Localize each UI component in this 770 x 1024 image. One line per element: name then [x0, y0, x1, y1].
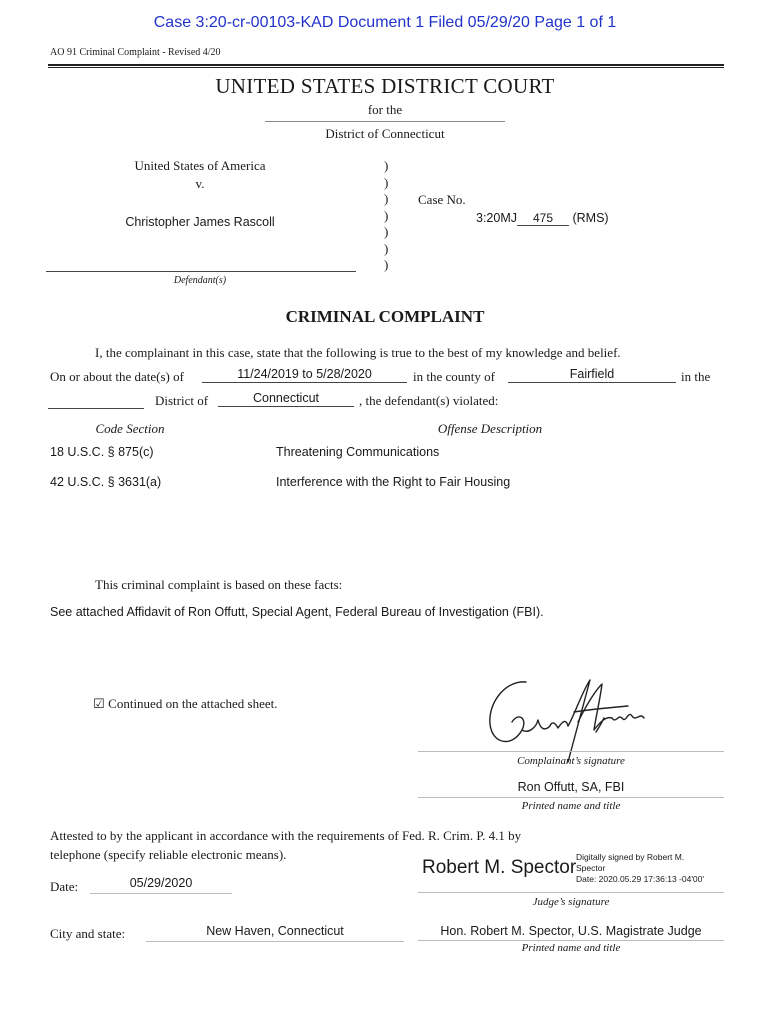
on-or-about-label: On or about the date(s) of	[50, 369, 184, 384]
versus-label: v.	[195, 176, 205, 191]
city-state-label: City and state:	[50, 926, 126, 941]
defendant-label: Defendant(s)	[173, 275, 227, 286]
for-the-rule	[265, 121, 505, 122]
offense-description: Interference with the Right to Fair Housing	[276, 475, 511, 489]
complainant-printed-label: Printed name and title	[521, 800, 621, 812]
city-state-field: New Haven, Connecticut	[146, 924, 404, 942]
judge-name-rule	[418, 940, 724, 941]
defendant-rule	[46, 271, 356, 272]
paren: )	[384, 240, 389, 256]
header-rule-top	[48, 64, 724, 66]
judge-printed-name: Hon. Robert M. Spector, U.S. Magistrate Judge	[440, 924, 702, 938]
judge-signature-label: Judge’s signature	[532, 896, 610, 908]
case-prefix: 3:20MJ	[476, 211, 517, 225]
complainant-signature-icon	[478, 672, 658, 768]
complainant-signature-rule	[418, 751, 724, 752]
paren: )	[384, 174, 389, 190]
offense-code: 18 U.S.C. § 875(c)	[50, 445, 154, 459]
paren: )	[384, 191, 389, 206]
header-rule-bottom	[48, 67, 724, 68]
district-blank-rule	[48, 408, 144, 409]
continued-row	[93, 696, 277, 713]
case-no-label: Case No.	[418, 192, 466, 207]
complainant-signature-label: Complainant’s signature	[517, 755, 625, 767]
digital-signature-line: Digitally signed by Robert M.	[576, 852, 685, 862]
case-stamp: Case 3:20-cr-00103-KAD Document 1 Filed 05/29/20 Page 1 of 1	[153, 14, 617, 31]
attestation-line2: telephone (specify reliable electronic means).	[50, 847, 287, 862]
offense-description: Threatening Communications	[276, 445, 440, 459]
judge-signature-rule	[418, 892, 724, 893]
judge-printed-label: Printed name and title	[521, 942, 621, 954]
complainant-printed-name: Ron Offutt, SA, FBI	[517, 780, 625, 794]
district-title: District of Connecticut	[325, 126, 445, 141]
county-label: in the county of	[413, 369, 495, 384]
code-section-header: Code Section	[95, 421, 165, 436]
date-label: Date:	[50, 879, 79, 894]
complaint-statement: I, the complainant in this case, state that the following is true to the best of my knowledge and belief.	[95, 345, 621, 360]
offense-header: Offense Description	[437, 421, 543, 436]
paren: )	[384, 158, 389, 173]
form-id: AO 91 Criminal Complaint - Revised 4/20	[50, 47, 221, 58]
case-suffix: (RMS)	[572, 211, 609, 225]
district-field: Connecticut	[218, 391, 354, 407]
digital-signature-line: Date: 2020.05.29 17:36:13 -04'00'	[576, 874, 705, 884]
in-the-label: in the	[681, 369, 711, 384]
paren: )	[384, 257, 389, 272]
case-no-value	[476, 211, 609, 226]
defendant-name: Christopher James Rascoll	[125, 215, 275, 229]
judge-signed-name: Robert M. Spector	[422, 857, 577, 878]
offense-code: 42 U.S.C. § 3631(a)	[50, 475, 162, 489]
for-the-label: for the	[367, 102, 403, 117]
violated-label: , the defendant(s) violated:	[359, 393, 499, 408]
caption-parens	[384, 158, 388, 274]
dates-field: 11/24/2019 to 5/28/2020	[202, 367, 407, 383]
court-title: UNITED STATES DISTRICT COURT	[215, 74, 555, 98]
continued-label: Continued on the attached sheet.	[108, 696, 278, 711]
continued-checkbox[interactable]: ☑	[93, 697, 105, 712]
attestation-line1: Attested to by the applicant in accordance with the requirements of Fed. R. Crim. P. 4.1 by	[50, 828, 522, 843]
date-field: 05/29/2020	[90, 876, 232, 894]
digital-signature-block	[576, 852, 704, 885]
complainant-name-rule	[418, 797, 724, 798]
facts-intro: This criminal complaint is based on these facts:	[95, 577, 343, 592]
facts-text: See attached Affidavit of Ron Offutt, Special Agent, Federal Bureau of Investigation (FBI).	[50, 605, 544, 619]
complaint-heading: CRIMINAL COMPLAINT	[285, 307, 485, 326]
district-of-label: District of	[155, 393, 209, 408]
case-number: 475	[517, 211, 569, 226]
digital-signature-line: Spector	[576, 863, 606, 873]
county-field: Fairfield	[508, 367, 676, 383]
plaintiff-name: United States of America	[134, 158, 266, 173]
paren: )	[384, 224, 389, 239]
paren: )	[384, 207, 389, 223]
